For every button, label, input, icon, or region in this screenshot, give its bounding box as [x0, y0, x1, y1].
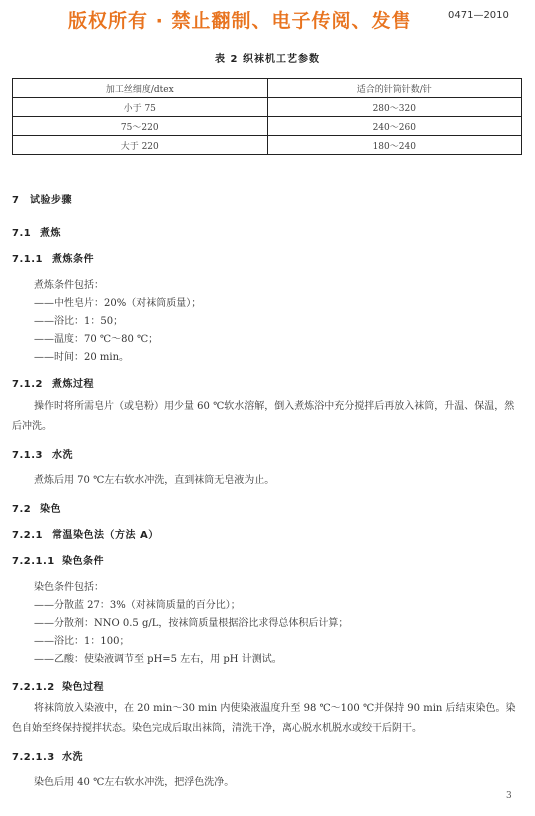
table-cell: 大于 220 — [13, 136, 268, 155]
section-heading — [12, 748, 83, 763]
paragraph: 煮炼条件包括： — [34, 280, 104, 291]
table-title: 表 2 织袜机工艺参数 — [215, 54, 320, 65]
list-item: ——乙酸：使染液调节至 pH=5 左右，用 pH 计测试。 — [34, 654, 282, 665]
list-item: ——分散蓝 27：3%（对袜筒质量的百分比）； — [34, 600, 241, 611]
list-item: ——中性皂片：20%（对袜筒质量）； — [34, 298, 202, 309]
paragraph: 将袜筒放入染液中，在 20 min～30 min 内使染液温度升至 98 ℃～100 ℃并保持 90 min 后结束染色。染色自始至终保持搅拌状态。染色完成后取出袜筒，清洗干净，离心脱水机脱水或绞干后阴干。 — [12, 703, 516, 734]
column-header: 适合的针筒针数/针 — [267, 79, 522, 98]
section-heading — [12, 375, 94, 390]
paragraph: 染色条件包括： — [34, 582, 104, 593]
table-cell: 小于 75 — [13, 98, 268, 117]
parameter-table — [12, 78, 522, 155]
section-number: 7.2 — [12, 504, 32, 515]
section-title: 染色条件 — [62, 556, 104, 567]
section-number: 7.2.1.1 — [12, 556, 55, 567]
section-heading — [12, 446, 73, 461]
section-title: 煮炼条件 — [52, 254, 94, 265]
section-heading — [12, 191, 72, 206]
section-heading — [12, 250, 94, 265]
section-title: 水洗 — [52, 450, 73, 461]
list-item: ——分散剂：NNO 0.5 g/L，按袜筒质量根据浴比求得总体积后计算； — [34, 618, 349, 629]
list-item: ——浴比：1：50； — [34, 316, 124, 327]
table-cell: 280～320 — [267, 98, 522, 117]
document-number: 0471—2010 — [448, 10, 509, 21]
section-title: 煮炼过程 — [52, 379, 94, 390]
paragraph: 煮炼后用 70 ℃左右软水冲洗，直到袜筒无皂液为止。 — [34, 475, 275, 486]
section-title: 煮炼 — [40, 228, 61, 239]
list-item: ——温度：70 ℃～80 ℃； — [34, 334, 159, 345]
section-heading — [12, 224, 61, 239]
page-number: 3 — [506, 791, 512, 801]
table-cell: 240～260 — [267, 117, 522, 136]
section-title: 试验步骤 — [30, 195, 72, 206]
table-row — [13, 136, 522, 155]
section-number: 7.2.1 — [12, 530, 43, 541]
section-number: 7 — [12, 195, 20, 206]
list-item: ——浴比：1：100； — [34, 636, 130, 647]
table-row — [13, 117, 522, 136]
paragraph: 操作时将所需皂片（或皂粉）用少量 60 ℃软水溶解，倒入煮炼浴中充分搅拌后再放入袜筒，升温、保温，然后冲洗。 — [12, 401, 515, 432]
section-title: 染色 — [40, 504, 61, 515]
section-title: 染色过程 — [62, 682, 104, 693]
table-row — [13, 98, 522, 117]
section-heading — [12, 678, 104, 693]
section-number: 7.1.3 — [12, 450, 43, 461]
table-cell: 180～240 — [267, 136, 522, 155]
section-title: 水洗 — [62, 752, 83, 763]
section-heading — [12, 500, 61, 515]
column-header: 加工丝细度/dtex — [13, 79, 268, 98]
list-item: ——时间：20 min。 — [34, 352, 130, 363]
section-heading — [12, 526, 159, 541]
paragraph: 染色后用 40 ℃左右软水冲洗，把浮色洗净。 — [34, 777, 235, 788]
copyright-watermark: 版权所有 · 禁止翻制、电子传阅、发售 — [68, 10, 412, 32]
section-heading — [12, 552, 104, 567]
section-number: 7.2.1.3 — [12, 752, 55, 763]
section-number: 7.1.1 — [12, 254, 43, 265]
table-cell: 75～220 — [13, 117, 268, 136]
section-number: 7.2.1.2 — [12, 682, 55, 693]
section-number: 7.1.2 — [12, 379, 43, 390]
table-header-row — [13, 79, 522, 98]
section-number: 7.1 — [12, 228, 32, 239]
section-title: 常温染色法（方法 A） — [52, 530, 159, 541]
